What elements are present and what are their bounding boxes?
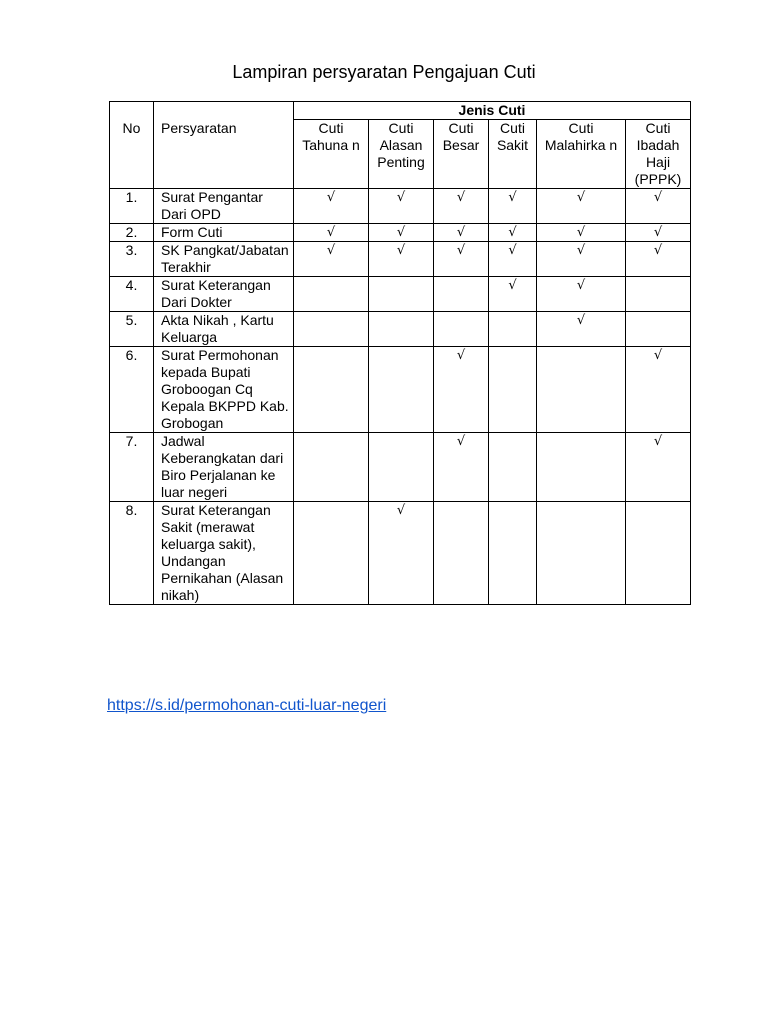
empty-cell bbox=[489, 433, 537, 502]
row-number: 3. bbox=[110, 242, 154, 277]
check-mark-cell: √ bbox=[537, 312, 626, 347]
permohonan-link[interactable]: https://s.id/permohonan-cuti-luar-negeri bbox=[107, 697, 387, 714]
empty-cell bbox=[369, 277, 434, 312]
table-row bbox=[110, 277, 691, 312]
empty-cell bbox=[294, 502, 369, 605]
header-leave-tahunan: Cuti Tahuna n bbox=[294, 120, 369, 189]
check-mark-cell: √ bbox=[434, 224, 489, 242]
header-requirement: Persyaratan bbox=[154, 102, 294, 189]
table-row bbox=[110, 347, 691, 433]
empty-cell bbox=[626, 312, 691, 347]
check-mark-cell: √ bbox=[434, 189, 489, 224]
empty-cell bbox=[294, 312, 369, 347]
empty-cell bbox=[489, 347, 537, 433]
empty-cell bbox=[489, 502, 537, 605]
check-mark-cell: √ bbox=[489, 242, 537, 277]
check-mark-cell: √ bbox=[369, 502, 434, 605]
empty-cell bbox=[294, 433, 369, 502]
table-row bbox=[110, 433, 691, 502]
header-leave-besar: Cuti Besar bbox=[434, 120, 489, 189]
row-requirement: SK Pangkat/Jabatan Terakhir bbox=[154, 242, 294, 277]
row-number: 6. bbox=[110, 347, 154, 433]
empty-cell bbox=[489, 312, 537, 347]
check-mark-cell: √ bbox=[489, 224, 537, 242]
header-leave-ibadah-haji: Cuti Ibadah Haji (PPPK) bbox=[626, 120, 691, 189]
check-mark-cell: √ bbox=[626, 224, 691, 242]
row-number: 2. bbox=[110, 224, 154, 242]
empty-cell bbox=[369, 433, 434, 502]
check-mark-cell: √ bbox=[294, 224, 369, 242]
check-mark-cell: √ bbox=[537, 224, 626, 242]
header-row-group bbox=[110, 102, 691, 120]
empty-cell bbox=[537, 502, 626, 605]
check-mark-cell: √ bbox=[489, 277, 537, 312]
empty-cell bbox=[294, 347, 369, 433]
row-number: 8. bbox=[110, 502, 154, 605]
row-number: 4. bbox=[110, 277, 154, 312]
table-row bbox=[110, 224, 691, 242]
empty-cell bbox=[626, 502, 691, 605]
empty-cell bbox=[434, 277, 489, 312]
row-requirement: Jadwal Keberangkatan dari Biro Perjalanan ke luar negeri bbox=[154, 433, 294, 502]
empty-cell bbox=[369, 347, 434, 433]
requirements-table bbox=[109, 101, 691, 605]
empty-cell bbox=[537, 347, 626, 433]
check-mark-cell: √ bbox=[626, 433, 691, 502]
row-requirement: Surat Keterangan Sakit (merawat keluarga sakit), Undangan Pernikahan (Alasan nikah) bbox=[154, 502, 294, 605]
check-mark-cell: √ bbox=[434, 347, 489, 433]
row-requirement: Surat Permohonan kepada Bupati Groboogan Cq Kepala BKPPD Kab. Grobogan bbox=[154, 347, 294, 433]
table-row bbox=[110, 502, 691, 605]
check-mark-cell: √ bbox=[626, 189, 691, 224]
requirements-body bbox=[110, 189, 691, 605]
header-leave-sakit: Cuti Sakit bbox=[489, 120, 537, 189]
check-mark-cell: √ bbox=[434, 242, 489, 277]
check-mark-cell: √ bbox=[369, 242, 434, 277]
table-row bbox=[110, 242, 691, 277]
row-requirement: Akta Nikah , Kartu Keluarga bbox=[154, 312, 294, 347]
row-number: 5. bbox=[110, 312, 154, 347]
empty-cell bbox=[537, 433, 626, 502]
empty-cell bbox=[369, 312, 434, 347]
empty-cell bbox=[626, 277, 691, 312]
empty-cell bbox=[434, 502, 489, 605]
check-mark-cell: √ bbox=[537, 242, 626, 277]
check-mark-cell: √ bbox=[294, 189, 369, 224]
table-row bbox=[110, 189, 691, 224]
row-requirement: Surat Keterangan Dari Dokter bbox=[154, 277, 294, 312]
document-title: Lampiran persyaratan Pengajuan Cuti bbox=[232, 62, 536, 82]
check-mark-cell: √ bbox=[294, 242, 369, 277]
empty-cell bbox=[294, 277, 369, 312]
row-requirement: Surat Pengantar Dari OPD bbox=[154, 189, 294, 224]
check-mark-cell: √ bbox=[489, 189, 537, 224]
check-mark-cell: √ bbox=[537, 189, 626, 224]
header-leave-melahirkan: Cuti Malahirka n bbox=[537, 120, 626, 189]
header-no: No bbox=[110, 102, 154, 189]
check-mark-cell: √ bbox=[537, 277, 626, 312]
check-mark-cell: √ bbox=[626, 242, 691, 277]
header-leave-alasan-penting: Cuti Alasan Penting bbox=[369, 120, 434, 189]
header-leave-group: Jenis Cuti bbox=[294, 102, 691, 120]
empty-cell bbox=[434, 312, 489, 347]
check-mark-cell: √ bbox=[369, 224, 434, 242]
check-mark-cell: √ bbox=[434, 433, 489, 502]
row-number: 7. bbox=[110, 433, 154, 502]
table-row bbox=[110, 312, 691, 347]
row-number: 1. bbox=[110, 189, 154, 224]
check-mark-cell: √ bbox=[369, 189, 434, 224]
row-requirement: Form Cuti bbox=[154, 224, 294, 242]
check-mark-cell: √ bbox=[626, 347, 691, 433]
